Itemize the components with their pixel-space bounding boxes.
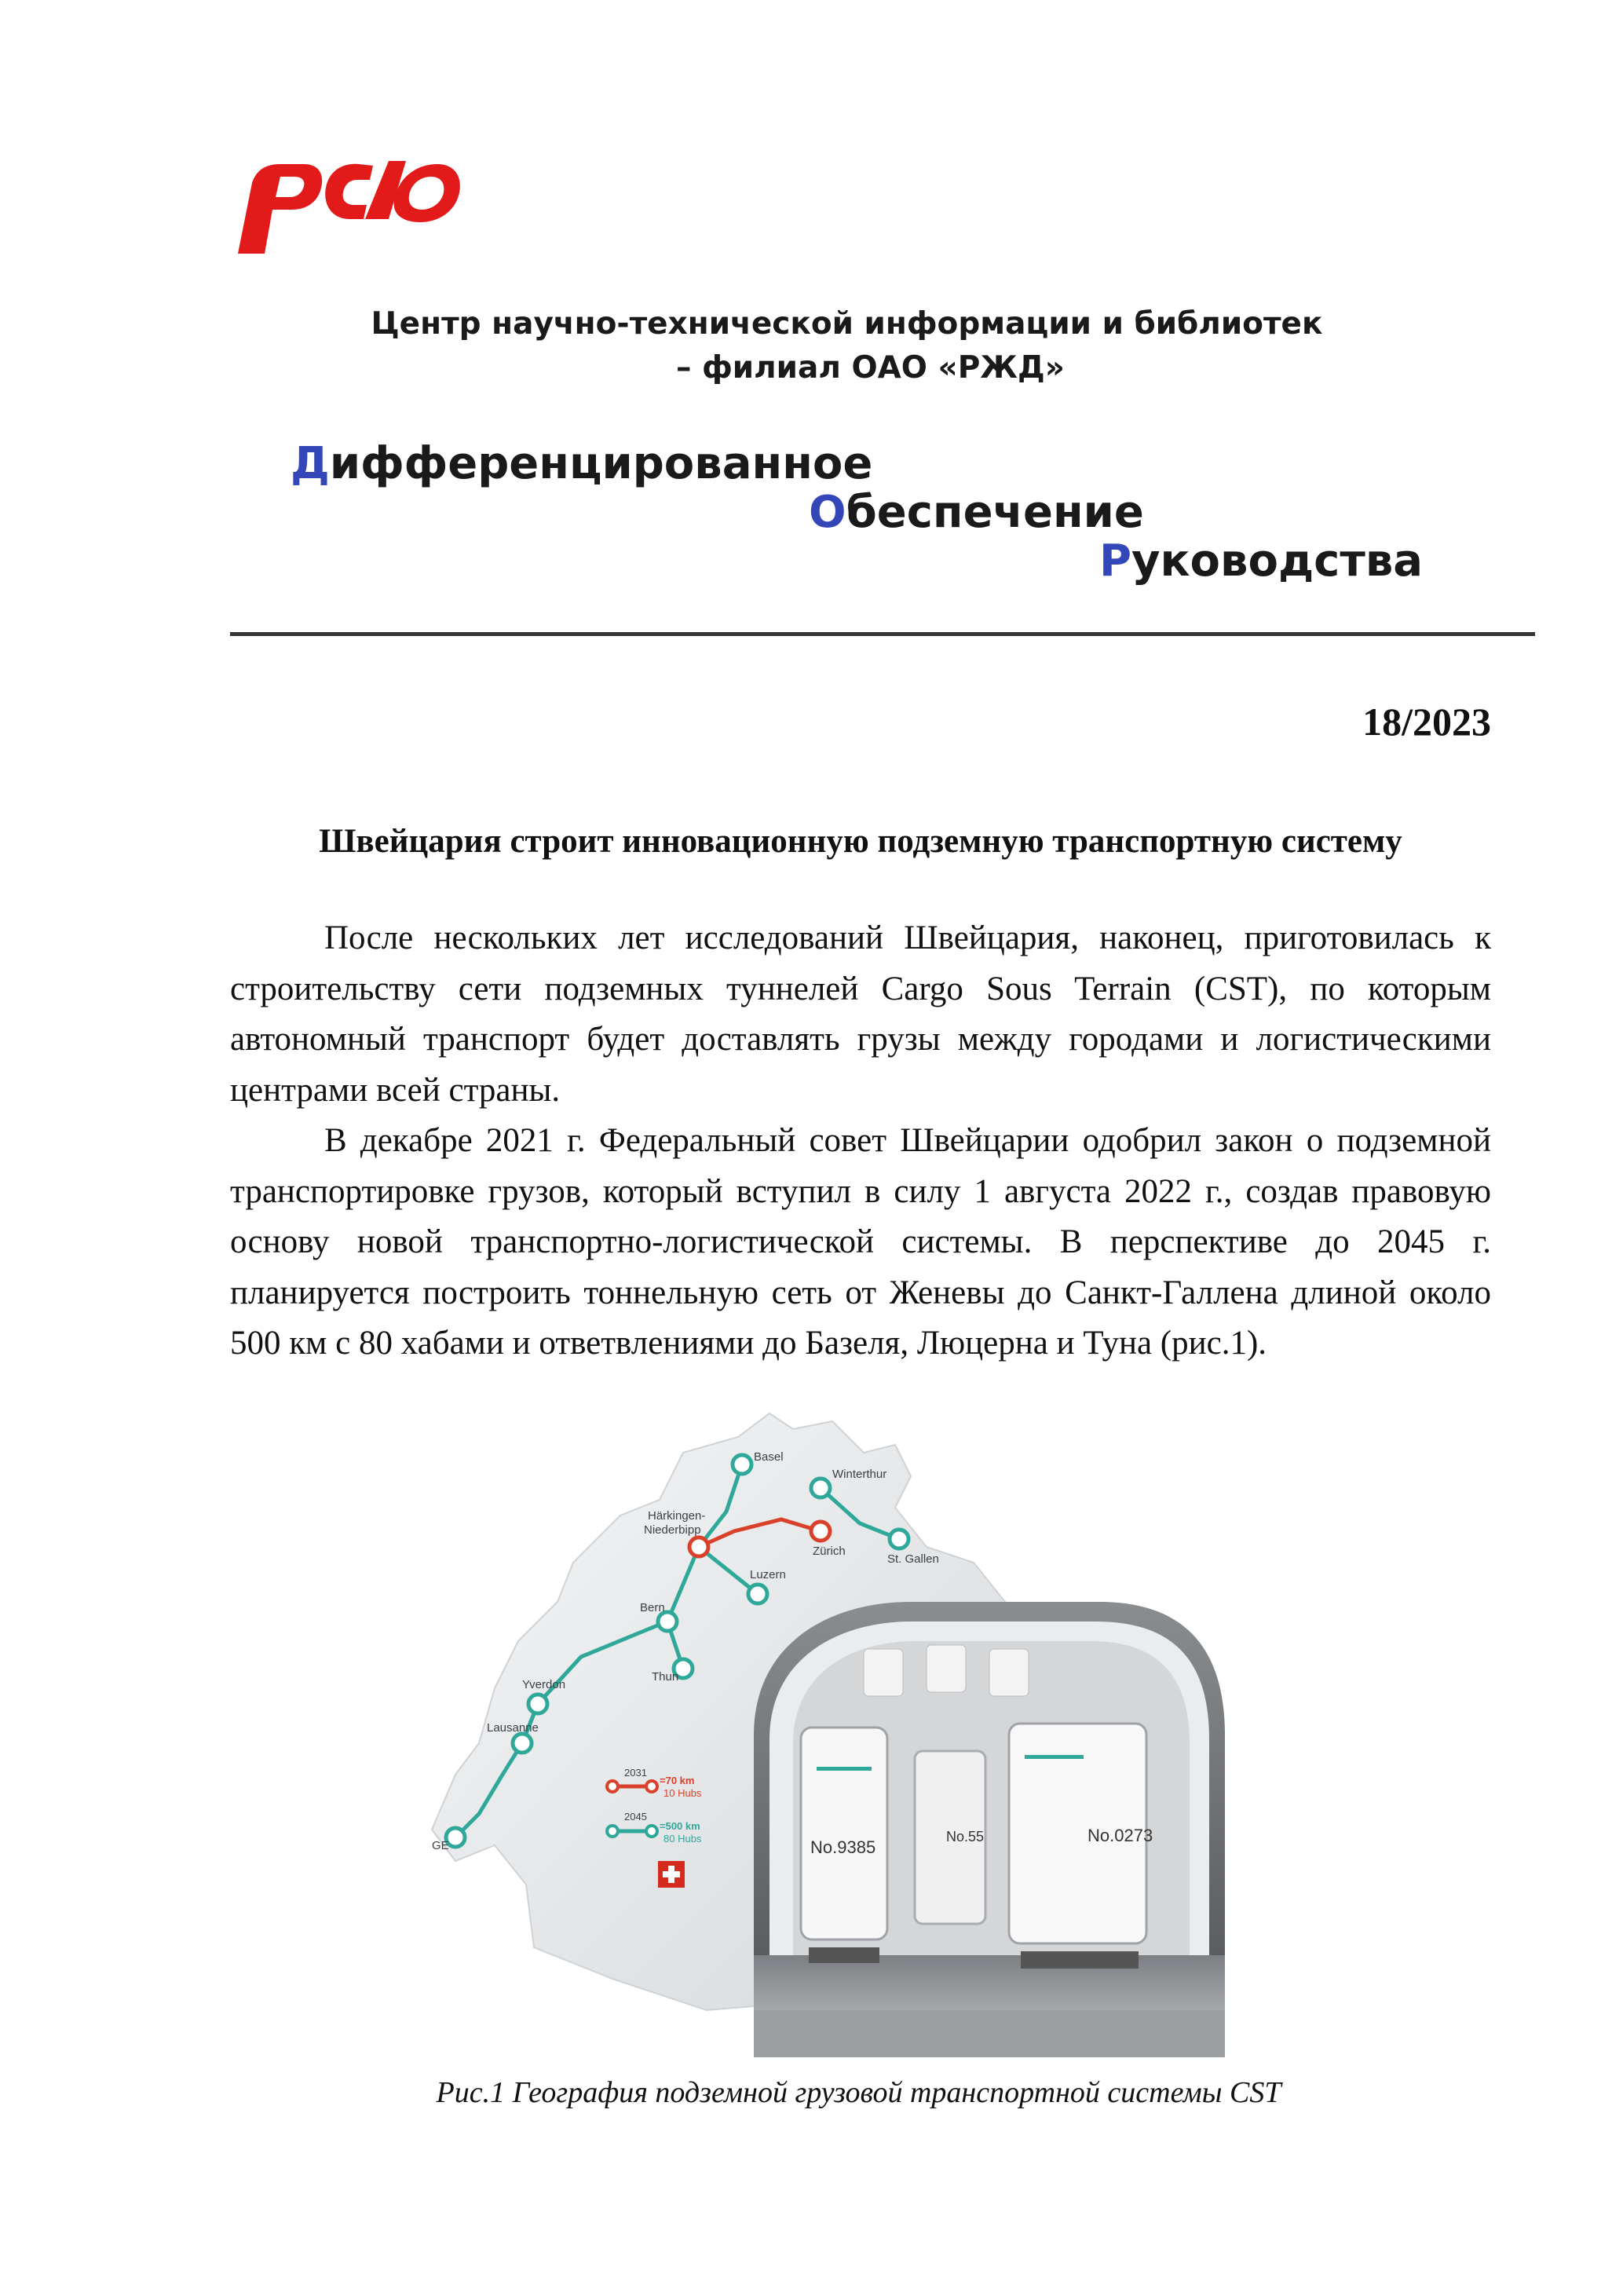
vehicle-number-3: No.0273 — [1087, 1826, 1153, 1845]
label-lausanne: Lausanne — [487, 1721, 539, 1735]
label-winterthur: Winterthur — [832, 1468, 887, 1481]
node-yverdon — [528, 1695, 547, 1713]
series-word-3-rest: уководства — [1131, 536, 1424, 587]
series-word-2 — [809, 487, 1144, 538]
legend-km-2031: =70 km — [660, 1775, 695, 1786]
legend-km-2045: =500 km — [660, 1820, 700, 1832]
tunnel-illustration — [754, 1602, 1225, 2057]
node-lausanne — [513, 1734, 532, 1753]
node-harkingen — [689, 1537, 708, 1556]
node-st-gallen — [890, 1530, 908, 1548]
legend-year-2045: 2045 — [624, 1811, 647, 1823]
cargo-vehicle-1 — [801, 1727, 887, 1940]
label-basel: Basel — [754, 1450, 784, 1464]
header-divider — [230, 632, 1535, 636]
article-body — [230, 913, 1491, 1369]
label-luzern: Luzern — [750, 1568, 786, 1581]
vehicle-number-2: No.55 — [946, 1829, 985, 1844]
node-winterthur — [811, 1479, 830, 1497]
paragraph-2: В декабре 2021 г. Федеральный совет Швейцарии одобрил закон о подземной транспортировке грузов, который вступил в силу 1 августа 2022 г., создав правовую основу новой транспортно-логистической системы. В перспективе до 2045 г. планируется построить тоннельную сеть от Женевы до Санкт-Галлена длиной около 500 км с 80 хабами и ответвлениями до Базеля, Люцерна и Туна (рис.1). — [230, 1122, 1491, 1362]
label-yverdon: Yverdon — [522, 1678, 566, 1691]
label-st-gallen: St. Gallen — [887, 1552, 939, 1566]
series-word-2-rest: беспечение — [846, 487, 1144, 538]
org-line-2: – филиал ОАО «РЖД» — [676, 350, 1065, 386]
node-zurich — [811, 1522, 830, 1541]
org-line-1: Центр научно-технической информации и библиотек — [371, 306, 1323, 342]
label-thun: Thun — [652, 1670, 679, 1684]
issue-number: 18/2023 — [1362, 700, 1491, 744]
node-luzern — [748, 1585, 767, 1603]
label-bern: Bern — [640, 1601, 665, 1614]
legend-hubs-2031: 10 Hubs — [663, 1787, 702, 1799]
series-word-1 — [291, 438, 872, 489]
rzd-logo — [232, 153, 463, 255]
label-niederbipp: Niederbipp — [644, 1523, 701, 1537]
label-zurich: Zürich — [813, 1545, 846, 1558]
article-title: Швейцария строит инновационную подземную транспортную систему — [319, 823, 1402, 860]
series-word-3 — [1099, 536, 1423, 587]
series-word-2-cap: О — [809, 487, 846, 538]
organization-name — [0, 302, 1623, 390]
legend-year-2031: 2031 — [624, 1767, 647, 1779]
legend-hubs-2045: 80 Hubs — [663, 1833, 702, 1844]
vehicle-number-1: No.9385 — [810, 1837, 876, 1857]
label-harkingen: Härkingen- — [648, 1509, 706, 1523]
series-word-3-cap: Р — [1099, 536, 1132, 587]
node-bern — [658, 1612, 677, 1631]
node-basel — [733, 1455, 751, 1474]
label-ge: GE — [432, 1839, 449, 1852]
paragraph-1: После нескольких лет исследований Швейцария, наконец, приготовилась к строительству сети подземных туннелей Cargo Sous Terrain (CST), по которым автономный транспорт будет доставлять грузы между городами и логистическими центрами всей страны. — [230, 919, 1491, 1109]
series-word-1-rest: ифференцированное — [329, 438, 873, 489]
figure-caption: Рис.1 География подземной грузовой транспортной системы CST — [436, 2076, 1281, 2109]
cst-network-figure — [424, 1406, 1225, 2057]
series-word-1-cap: Д — [291, 438, 330, 489]
